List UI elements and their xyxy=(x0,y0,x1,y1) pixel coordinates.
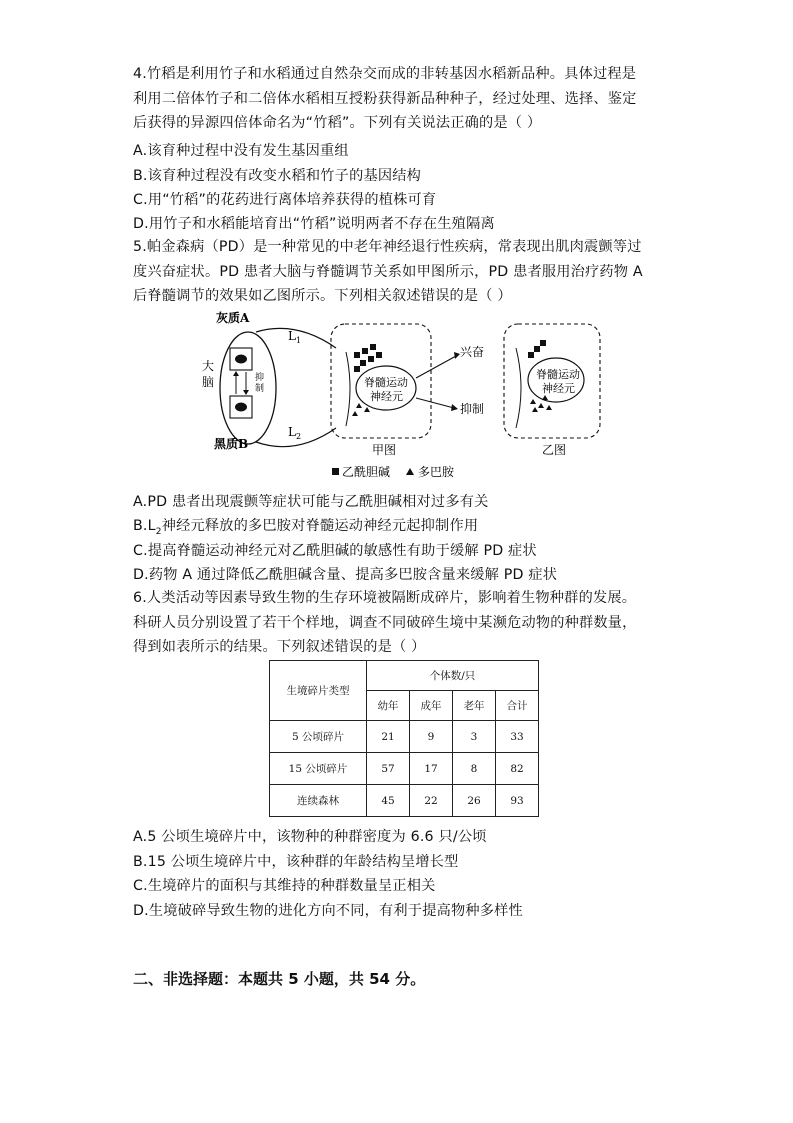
q6-option-c: C.生境碎片的面积与其维持的种群数量呈正相关 xyxy=(133,878,436,894)
yi-neuron-label-1: 脊髓运动 xyxy=(536,368,580,381)
excite-arrow xyxy=(416,356,456,378)
q5-option-b-text: 神经元释放的多巴胺对脊髓运动神经元起抑制作用 xyxy=(161,518,479,534)
q6-stem-line: 6.人类活动等因素导致生物的生存环境被隔断成碎片，影响着生物种群的发展。 xyxy=(133,590,637,606)
table-cell: 21 xyxy=(367,721,410,753)
q6-option-d: D.生境破碎导致生物的进化方向不同，有利于提高物种多样性 xyxy=(133,903,523,919)
table-cell: 3 xyxy=(453,721,496,753)
inhibit-label-1: 抑 xyxy=(255,373,265,383)
q6-stem-line: 得到如表所示的结果。下列叙述错误的是（ ） xyxy=(133,639,426,656)
up-arrow-head xyxy=(233,371,239,376)
q4-stem-line: 后获得的异源四倍体命名为“竹稻”。下列有关说法正确的是（ ） xyxy=(133,115,542,132)
legend-ach-marker xyxy=(332,468,339,475)
table-cell-type: 连续森林 xyxy=(270,785,367,817)
q5-option-b-prefix: B.L xyxy=(133,518,156,534)
table-subheader: 老年 xyxy=(453,691,496,721)
inhibit-arrow-head xyxy=(451,404,458,411)
black-matter-label: 黑质B xyxy=(214,437,249,451)
q5-stem xyxy=(133,235,673,309)
q5-option-b-sub: 2 xyxy=(155,526,162,537)
q4-option-c: C.用“竹稻”的花药进行离体培养获得的植株可育 xyxy=(133,192,437,208)
table-cell: 22 xyxy=(410,785,453,817)
table-row xyxy=(270,753,539,785)
jia-label: 甲图 xyxy=(372,443,397,457)
q5-option-d: D.药物 A 通过降低乙酰胆碱含量、提高多巴胺含量来缓解 PD 症状 xyxy=(133,567,558,583)
table-header-count: 个体数/只 xyxy=(367,661,539,691)
yi-neuron-label-2: 神经元 xyxy=(542,382,575,395)
gray-matter-label: 灰质A xyxy=(216,311,250,325)
legend-ach-label: 乙酰胆碱 xyxy=(342,465,391,479)
table-cell: 82 xyxy=(496,753,539,785)
q5-option-b xyxy=(133,515,478,537)
table-cell: 8 xyxy=(453,753,496,785)
population-table xyxy=(269,660,539,817)
table-header-type: 生境碎片类型 xyxy=(270,661,367,721)
yi-axon xyxy=(516,348,521,428)
q5-stem-line: 5.帕金森病（PD）是一种常见的中老年神经退行性疾病，常表现出肌肉震颤等过 xyxy=(133,239,642,255)
brain-outline xyxy=(220,332,276,444)
table-subheader: 幼年 xyxy=(367,691,410,721)
table-row xyxy=(270,721,539,753)
section-heading: 二、非选择题：本题共 5 小题，共 54 分。 xyxy=(133,970,426,988)
gray-matter-nucleus xyxy=(235,355,247,364)
table-cell: 33 xyxy=(496,721,539,753)
table-subheader: 合计 xyxy=(496,691,539,721)
legend-da-marker xyxy=(406,468,414,475)
table-cell-type: 5 公顷碎片 xyxy=(270,721,367,753)
table-cell: 26 xyxy=(453,785,496,817)
table-row xyxy=(270,785,539,817)
jia-acetylcholine xyxy=(354,344,382,372)
q4-option-b: B.该育种过程没有改变水稻和竹子的基因结构 xyxy=(133,168,422,184)
l2-label: $L_2$ xyxy=(288,425,302,441)
q5-option-c: C.提高脊髓运动神经元对乙酰胆碱的敏感性有助于缓解 PD 症状 xyxy=(133,543,537,559)
q6-option-b: B.15 公顷生境碎片中，该种群的年龄结构呈增长型 xyxy=(133,854,459,870)
yi-box xyxy=(504,324,600,438)
legend-da-label: 多巴胺 xyxy=(418,465,455,479)
down-arrow-head xyxy=(243,390,249,395)
table-cell-type: 15 公顷碎片 xyxy=(270,753,367,785)
q4-stem xyxy=(133,62,673,136)
q5-stem-line: 后脊髓调节的效果如乙图所示。下列相关叙述错误的是（ ） xyxy=(133,288,512,305)
q4-stem-line: 4.竹稻是利用竹子和水稻通过自然杂交而成的非转基因水稻新品种。具体过程是 xyxy=(133,66,637,82)
inhibit-arrow xyxy=(416,398,454,408)
black-matter-nucleus xyxy=(235,403,247,412)
yi-acetylcholine xyxy=(528,340,546,358)
q4-option-d: D.用竹子和水稻能培育出“竹稻”说明两者不存在生殖隔离 xyxy=(133,216,495,232)
table-cell: 45 xyxy=(367,785,410,817)
table-cell: 17 xyxy=(410,753,453,785)
q4-stem-line: 利用二倍体竹子和二倍体水稻相互授粉获得新品种种子，经过处理、选择、鉴定 xyxy=(133,90,637,107)
yi-dopamine xyxy=(530,395,552,412)
inhibit-label-2: 制 xyxy=(255,384,265,394)
jia-neuron-label-2: 神经元 xyxy=(370,390,403,403)
table-cell: 57 xyxy=(367,753,410,785)
yi-label: 乙图 xyxy=(542,443,567,457)
jia-neuron-label-1: 脊髓运动 xyxy=(364,376,408,389)
q6-stem-line: 科研人员分别设置了若干个样地，调查不同破碎生境中某濒危动物的种群数量， xyxy=(133,614,637,631)
jia-axon xyxy=(346,352,350,426)
l1-label: $L_1$ xyxy=(288,329,302,345)
q5-stem-line: 度兴奋症状。PD 患者大脑与脊髓调节关系如甲图所示，PD 患者服用治疗药物 A xyxy=(133,263,643,280)
q6-stem xyxy=(133,586,673,660)
table-subheader: 成年 xyxy=(410,691,453,721)
table-cell: 9 xyxy=(410,721,453,753)
table-cell: 93 xyxy=(496,785,539,817)
q5-option-a: A.PD 患者出现震颤等症状可能与乙酰胆碱相对过多有关 xyxy=(133,494,489,510)
pd-diagram xyxy=(196,308,616,488)
excite-label: 兴奋 xyxy=(460,345,485,359)
q6-option-a: A.5 公顷生境碎片中，该物种的种群密度为 6.6 只/公顷 xyxy=(133,829,487,845)
q4-option-a: A.该育种过程中没有发生基因重组 xyxy=(133,143,349,159)
inhibit-out-label: 抑制 xyxy=(460,402,485,416)
brain-label-1: 大 xyxy=(202,359,215,373)
brain-label-2: 脑 xyxy=(202,375,215,389)
